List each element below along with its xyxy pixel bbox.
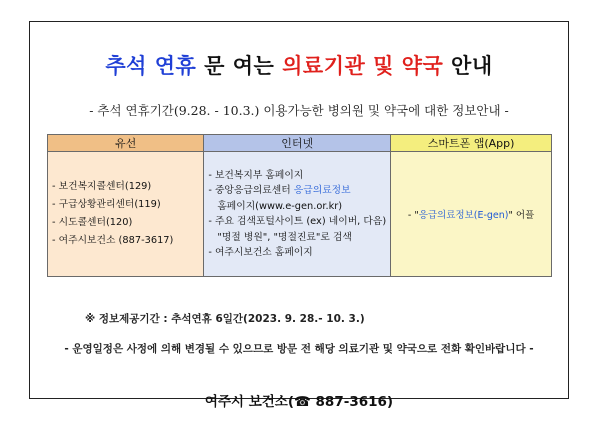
schedule-notice: - 운영일정은 사정에 의해 변경될 수 있으므로 방문 전 해당 의료기관 및 약국으로 전화 확인바랍니다 -	[64, 343, 534, 355]
list-item: "명절 병원", "명절진료"로 검색	[217, 231, 352, 243]
header-internet: 인터넷	[204, 135, 391, 152]
app-prefix: - "	[407, 210, 419, 221]
header-landline: 유선	[48, 135, 204, 152]
list-item: - 여주시보건소 (887-3617)	[52, 235, 174, 246]
list-item: - 보건복지부 홈페이지	[208, 169, 304, 181]
app-cell	[391, 152, 552, 277]
list-item-text: - 중앙응급의료센터	[208, 185, 294, 196]
list-item: - 여주시보건소 홈페이지	[208, 247, 313, 258]
table-row	[48, 152, 552, 277]
page-title	[30, 50, 568, 80]
title-chuseok: 추석 연휴	[105, 54, 197, 78]
landline-cell	[48, 152, 204, 277]
header-app: 스마트폰 앱(App)	[391, 135, 552, 152]
egen-app-link[interactable]: 응급의료정보(E-gen)	[418, 210, 509, 221]
list-item: - 보건복지콜센터(129)	[52, 181, 152, 192]
app-suffix: " 어플	[508, 210, 535, 221]
title-open: 문 여는	[196, 54, 283, 78]
info-period: ※ 정보제공기간 : 추석연휴 6일간(2023. 9. 28.- 10. 3.)	[85, 313, 365, 325]
footer-contact: 여주시 보건소(☎ 887-3616)	[204, 394, 394, 410]
subtitle: - 추석 연휴기간(9.28. - 10.3.) 이용가능한 병의원 및 약국에 대한 정보안내 -	[89, 103, 509, 118]
egen-link[interactable]: 응급의료정보	[293, 185, 351, 196]
list-item: 홈페이지(www.e-gen.or.kr)	[217, 200, 343, 212]
list-item: - 시도콜센터(120)	[52, 217, 133, 228]
table-header-row	[48, 135, 552, 152]
list-item	[208, 183, 386, 199]
title-medical: 의료기관 및 약국	[282, 54, 444, 78]
notice-frame	[29, 21, 569, 410]
title-guide: 안내	[443, 54, 493, 78]
list-item: - 주요 검색포털사이트 (ex) 네이버, 다음)	[208, 216, 387, 227]
list-item: - 구급상황관리센터(119)	[52, 199, 161, 210]
info-table	[47, 134, 552, 277]
internet-cell	[204, 152, 391, 277]
